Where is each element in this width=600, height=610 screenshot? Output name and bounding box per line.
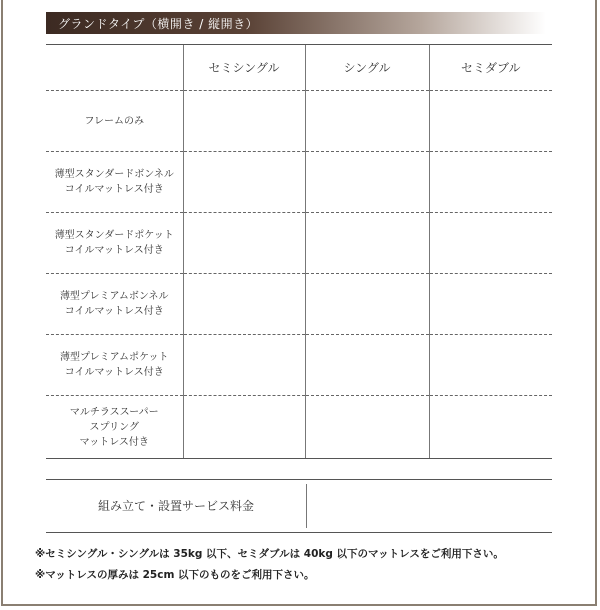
service-fee-row (46, 479, 552, 533)
column-header (46, 45, 183, 91)
table-header-row (46, 45, 552, 91)
column-header-semi-double: セミダブル (429, 45, 552, 91)
row-label: フレームのみ (46, 91, 183, 152)
table-cell (305, 152, 429, 213)
table-cell (429, 91, 552, 152)
table-cell (183, 396, 305, 459)
table-row (46, 213, 552, 274)
table-row (46, 274, 552, 335)
notes (35, 544, 504, 586)
table-row (46, 396, 552, 459)
page-title: グランドタイプ（横開き / 縦開き） (58, 17, 259, 31)
row-label: マルチラススーパー スプリング マットレス付き (46, 396, 183, 459)
column-header-semi-single: セミシングル (183, 45, 305, 91)
table-cell (305, 335, 429, 396)
title-bar (46, 12, 546, 34)
note-line: ※セミシングル・シングルは 35kg 以下、セミダブルは 40kg 以下のマットレスをご利用下さい。 (35, 548, 504, 560)
table-cell (429, 335, 552, 396)
column-header-single: シングル (305, 45, 429, 91)
table-cell (305, 91, 429, 152)
note-line: ※マットレスの厚みは 25cm 以下のものをご利用下さい。 (35, 569, 315, 581)
service-fee-label: 組み立て・設置サービス料金 (97, 499, 254, 513)
table-cell (305, 396, 429, 459)
table-cell (429, 152, 552, 213)
table-row (46, 152, 552, 213)
row-label: 薄型プレミアムポケット コイルマットレス付き (46, 335, 183, 396)
table-cell (183, 91, 305, 152)
row-label: 薄型スタンダードボンネル コイルマットレス付き (46, 152, 183, 213)
service-fee-value (307, 480, 552, 532)
table-cell (429, 274, 552, 335)
table-cell (183, 213, 305, 274)
size-table (46, 44, 552, 459)
table-row (46, 91, 552, 152)
table-cell (183, 152, 305, 213)
row-label: 薄型プレミアムボンネル コイルマットレス付き (46, 274, 183, 335)
table-cell (183, 274, 305, 335)
row-label: 薄型スタンダードポケット コイルマットレス付き (46, 213, 183, 274)
table-cell (183, 335, 305, 396)
table-cell (429, 213, 552, 274)
table-cell (305, 213, 429, 274)
table-cell (429, 396, 552, 459)
table-row (46, 335, 552, 396)
table-cell (305, 274, 429, 335)
